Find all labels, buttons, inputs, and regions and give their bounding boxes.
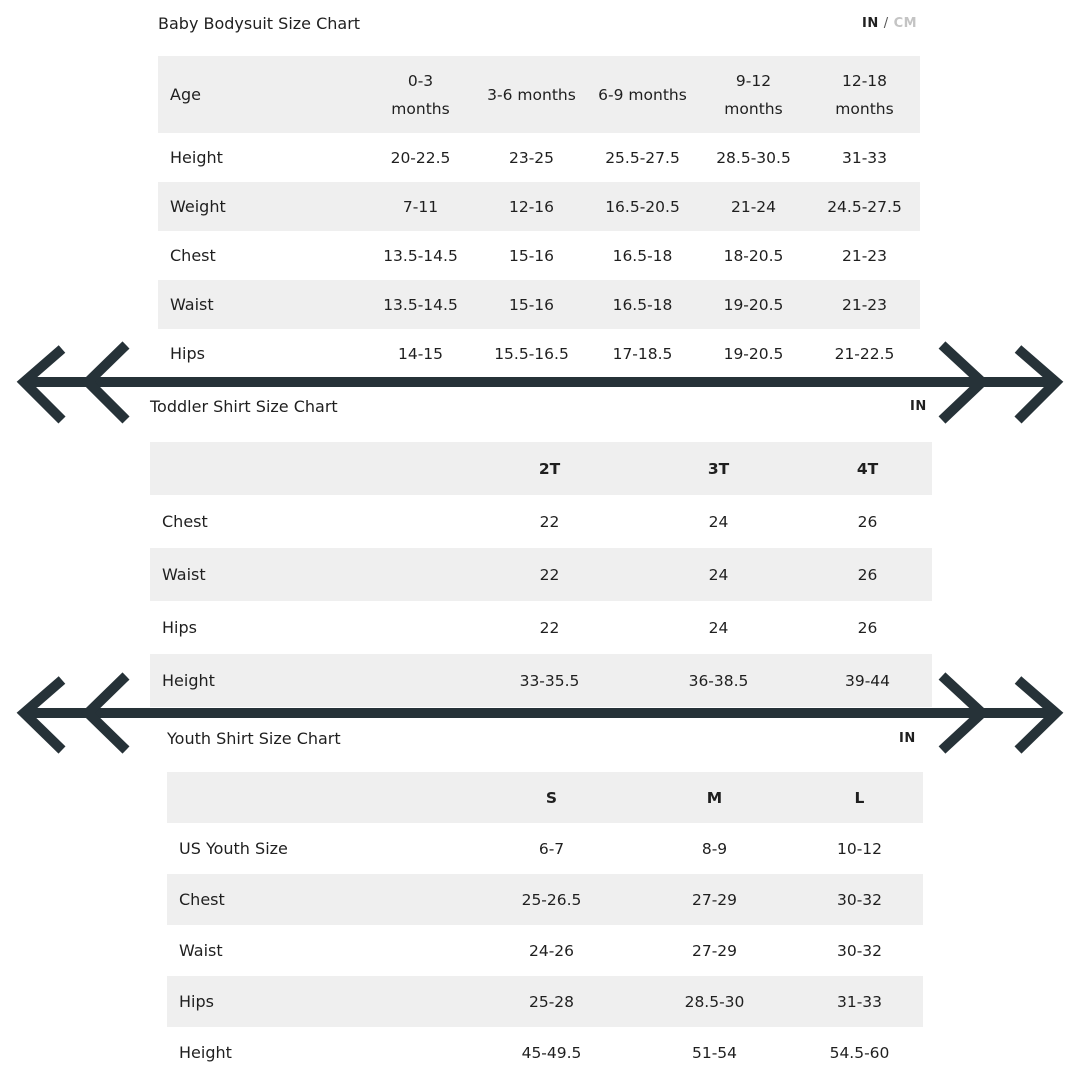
measurement-label: Chest bbox=[179, 890, 225, 909]
table-cell: 24 bbox=[708, 618, 729, 637]
table-cell: 24 bbox=[708, 565, 729, 584]
table-cell: 26 bbox=[857, 565, 878, 584]
size-column-header: M bbox=[706, 788, 723, 807]
measurement-label: Hips bbox=[179, 992, 214, 1011]
table-cell: 39-44 bbox=[844, 671, 891, 690]
table-cell: 28.5-30 bbox=[684, 992, 745, 1011]
table-row bbox=[150, 495, 932, 548]
table-row bbox=[167, 976, 923, 1027]
table-cell: 45-49.5 bbox=[521, 1043, 582, 1062]
table-cell: 22 bbox=[539, 618, 560, 637]
measurement-label: Hips bbox=[162, 618, 197, 637]
table-row bbox=[167, 925, 923, 976]
measurement-label: US Youth Size bbox=[179, 839, 288, 858]
table-cell: 25.5-27.5 bbox=[605, 148, 680, 167]
table-cell: 24 bbox=[708, 512, 729, 531]
size-column-header: L bbox=[854, 788, 865, 807]
table-cell: 21-23 bbox=[841, 246, 888, 265]
table-cell: 19-20.5 bbox=[723, 344, 784, 363]
table-cell: 22 bbox=[539, 512, 560, 531]
size-column-header: 6-9 months bbox=[598, 85, 687, 104]
table-cell: 36-38.5 bbox=[688, 671, 749, 690]
measurement-label: Chest bbox=[162, 512, 208, 531]
size-column-header: 2T bbox=[538, 459, 561, 478]
table-row bbox=[150, 654, 932, 707]
baby-size-table bbox=[158, 56, 920, 378]
table-cell: 31-33 bbox=[841, 148, 888, 167]
table-cell: 22 bbox=[539, 565, 560, 584]
table-cell: 7-11 bbox=[402, 197, 439, 216]
unit-cm-toggle[interactable]: CM bbox=[893, 16, 918, 31]
size-column-header: 9-12 months bbox=[724, 71, 783, 118]
size-column-header: 12-18 months bbox=[835, 71, 894, 118]
table-cell: 15.5-16.5 bbox=[494, 344, 569, 363]
table-cell: 30-32 bbox=[836, 941, 883, 960]
table-cell: 15-16 bbox=[508, 295, 555, 314]
toddler-unit-label: IN bbox=[910, 399, 927, 414]
measurement-label: Weight bbox=[170, 197, 226, 216]
size-column-header: 3T bbox=[707, 459, 730, 478]
table-cell: 8-9 bbox=[701, 839, 728, 858]
table-cell: 31-33 bbox=[836, 992, 883, 1011]
table-header-row bbox=[158, 56, 920, 133]
table-cell: 17-18.5 bbox=[612, 344, 673, 363]
table-cell: 54.5-60 bbox=[829, 1043, 890, 1062]
table-cell: 16.5-18 bbox=[612, 246, 673, 265]
table-cell: 25-26.5 bbox=[521, 890, 582, 909]
table-cell: 24.5-27.5 bbox=[827, 197, 902, 216]
measurement-label: Hips bbox=[170, 344, 205, 363]
size-column-header: 0-3 months bbox=[391, 71, 450, 118]
table-cell: 25-28 bbox=[528, 992, 575, 1011]
youth-chart-title: Youth Shirt Size Chart bbox=[167, 729, 341, 748]
table-cell: 28.5-30.5 bbox=[716, 148, 791, 167]
table-row bbox=[158, 182, 920, 231]
toddler-chart-title: Toddler Shirt Size Chart bbox=[150, 397, 338, 416]
table-cell: 21-23 bbox=[841, 295, 888, 314]
measurement-label: Height bbox=[170, 148, 223, 167]
youth-unit-label: IN bbox=[899, 731, 916, 746]
size-column-header: 4T bbox=[856, 459, 879, 478]
table-cell: 18-20.5 bbox=[723, 246, 784, 265]
table-row bbox=[158, 280, 920, 329]
row-label-header bbox=[150, 442, 465, 495]
table-cell: 27-29 bbox=[691, 890, 738, 909]
measurement-label: Waist bbox=[179, 941, 223, 960]
youth-size-table bbox=[167, 772, 923, 1078]
measurement-label: Chest bbox=[170, 246, 216, 265]
table-row bbox=[158, 231, 920, 280]
table-cell: 13.5-14.5 bbox=[383, 246, 458, 265]
table-cell: 16.5-18 bbox=[612, 295, 673, 314]
table-header-row bbox=[167, 772, 923, 823]
table-cell: 24-26 bbox=[528, 941, 575, 960]
table-cell: 33-35.5 bbox=[519, 671, 580, 690]
row-label-header bbox=[167, 772, 470, 823]
table-cell: 27-29 bbox=[691, 941, 738, 960]
table-row bbox=[167, 874, 923, 925]
unit-separator: / bbox=[883, 16, 889, 31]
table-row bbox=[150, 601, 932, 654]
table-header-row bbox=[150, 442, 932, 495]
toddler-size-table bbox=[150, 442, 932, 707]
size-column-header: 3-6 months bbox=[487, 85, 576, 104]
table-row bbox=[167, 1027, 923, 1078]
table-row bbox=[167, 823, 923, 874]
baby-unit-toggle bbox=[862, 16, 917, 31]
size-column-header: S bbox=[545, 788, 558, 807]
table-cell: 6-7 bbox=[538, 839, 565, 858]
table-cell: 13.5-14.5 bbox=[383, 295, 458, 314]
unit-in-toggle[interactable]: IN bbox=[862, 16, 879, 31]
table-cell: 20-22.5 bbox=[390, 148, 451, 167]
measurement-label: Height bbox=[162, 671, 215, 690]
table-cell: 26 bbox=[857, 618, 878, 637]
measurement-label: Waist bbox=[162, 565, 206, 584]
table-cell: 14-15 bbox=[397, 344, 444, 363]
table-cell: 15-16 bbox=[508, 246, 555, 265]
table-cell: 26 bbox=[857, 512, 878, 531]
table-cell: 16.5-20.5 bbox=[605, 197, 680, 216]
table-row bbox=[150, 548, 932, 601]
table-cell: 51-54 bbox=[691, 1043, 738, 1062]
table-cell: 21-22.5 bbox=[834, 344, 895, 363]
measurement-label: Waist bbox=[170, 295, 214, 314]
table-cell: 10-12 bbox=[836, 839, 883, 858]
table-cell: 12-16 bbox=[508, 197, 555, 216]
table-cell: 21-24 bbox=[730, 197, 777, 216]
table-row bbox=[158, 329, 920, 378]
row-label-header: Age bbox=[170, 84, 201, 104]
table-cell: 23-25 bbox=[508, 148, 555, 167]
baby-chart-title: Baby Bodysuit Size Chart bbox=[158, 14, 361, 33]
measurement-label: Height bbox=[179, 1043, 232, 1062]
table-cell: 30-32 bbox=[836, 890, 883, 909]
table-cell: 19-20.5 bbox=[723, 295, 784, 314]
table-row bbox=[158, 133, 920, 182]
